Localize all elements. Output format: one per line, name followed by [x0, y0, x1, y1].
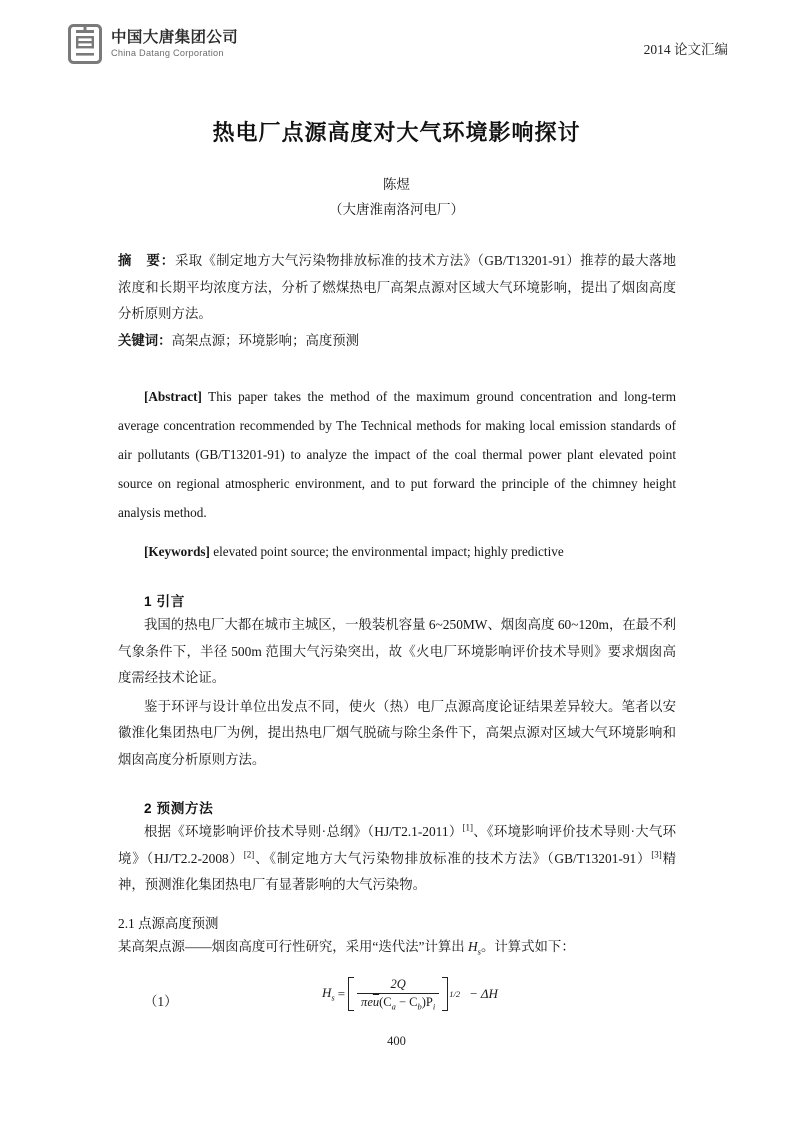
datang-logo [68, 24, 238, 64]
equation-den-i-sub: i [432, 1001, 436, 1012]
abstract-en [118, 382, 676, 527]
method-part-3: 、《制定地方大气污染物排放标准的技术方法》（GB/T13201-91） [254, 850, 652, 866]
equation-den-pi: π [361, 994, 368, 1009]
keywords-en-text: elevated point source; the environmental impact; highly predictive [209, 544, 564, 559]
author-name: 陈煜 [383, 177, 410, 192]
equation-den-u: $\overline{u}$ [372, 994, 380, 1009]
section-1-paragraph-2: 鉴于环评与设计单位出发点不同，使火（热）电厂点源高度论证结果差异较大。笔者以安徽淮化集团热电厂为例，提出热电厂烟气脱硫与除尘条件下，高架点源对区域大气环境影响和烟囱高度分析原则方法。 [118, 698, 676, 767]
abstract-cn [118, 248, 676, 328]
section-2-paragraph-1 [118, 819, 676, 899]
equation-den-minus: − C [395, 994, 418, 1009]
method-part-1: 根据《环境影响评价技术导则·总纲》（HJ/T2.1-2011） [144, 824, 463, 839]
page-number: 400 [387, 1034, 406, 1048]
abstract-cn-label: 摘 要： [118, 253, 175, 268]
keywords-en [118, 537, 676, 566]
subsection-text-after: 。计算式如下： [480, 938, 575, 954]
variable-hs-sub: s [477, 946, 481, 957]
keywords-en-label: [Keywords] [144, 544, 210, 559]
header-right-text: 2014 论文汇编 [643, 42, 728, 57]
section-heading-2: 2 预测方法 [144, 801, 214, 816]
equation-bracket [348, 977, 448, 1012]
author-affiliation: （大唐淮南洛河电厂） [329, 202, 464, 217]
abstract-en-text: This paper takes the method of the maximum ground concentration and long-term average concentration recommended by The Technical methods for making local emission standards of air pollutants (GB/T13201-91) to analyze the impact of the coal thermal power plant elevated point source on regional atmospheric environment, and to put forward the principle of the chimney height analysis method. [118, 389, 676, 520]
equation-denominator [357, 993, 439, 1012]
keywords-cn [118, 328, 676, 355]
equation-den-ca: (C [379, 994, 392, 1009]
equation-den-pi2: )P [421, 994, 433, 1009]
equation-number: （1） [144, 993, 178, 1009]
method-part-2: 、《环境影响评价技术导则·大气环境》（HJ/T2.2-2008） [118, 824, 676, 866]
page-header [68, 24, 728, 70]
section-heading-1: 1 引言 [144, 594, 185, 609]
equation-body [322, 977, 498, 1012]
abstract-cn-text: 采取《制定地方大气污染物排放标准的技术方法》（GB/T13201-91）推荐的最大落地浓度和长期平均浓度方法，分析了燃煤热电厂高架点源对区域大气环境影响，提出了烟囱高度分析原则方法。 [118, 253, 676, 321]
datang-tang-glyph-icon [68, 24, 102, 64]
equation-equals: = [337, 985, 346, 1001]
equation-exponent: 1/2 [449, 988, 461, 999]
reference-marker-2: [2] [243, 849, 255, 860]
keywords-cn-text: 高架点源；环境影响；高度预测 [171, 332, 360, 348]
subsection-heading-2-1: 2.1 点源高度预测 [118, 915, 219, 931]
equation-den-b-sub: b [417, 1001, 422, 1012]
page-title: 热电厂点源高度对大气环境影响探讨 [212, 120, 581, 145]
subsection-text-before: 某高架点源——烟囱高度可行性研究，采用“迭代法”计算出 [118, 938, 468, 954]
subsection-2-1-paragraph [118, 934, 676, 965]
body-column [118, 248, 676, 1033]
method-part-4: 精神，预测淮化集团热电厂有显著影响的大气污染物。 [118, 850, 676, 892]
equation-den-e: e [367, 994, 373, 1009]
equation-numerator: 2Q [390, 976, 406, 991]
equation-row [118, 977, 676, 1033]
reference-marker-1: [1] [462, 822, 474, 833]
variable-hs-base: H [468, 938, 478, 954]
reference-marker-3: [3] [651, 849, 662, 860]
equation-lhs-sub: s [331, 992, 335, 1003]
brand-name-en: China Datang Corporation [111, 47, 224, 58]
equation-lhs [322, 985, 335, 1003]
brand-text [111, 30, 238, 58]
equation-fraction [357, 977, 439, 1012]
abstract-en-label: [Abstract] [144, 389, 202, 404]
equation-den-a-sub: a [391, 1001, 396, 1012]
brand-name-cn: 中国大唐集团公司 [111, 29, 239, 47]
variable-hs [468, 938, 481, 957]
keywords-cn-label: 关键词： [118, 332, 172, 348]
equation-lhs-base: H [322, 985, 332, 1001]
equation-tail: − ΔH [469, 985, 498, 1001]
section-1-paragraph-1: 我国的热电厂大都在城市主城区，一般装机容量 6~250MW、烟囱高度 60~120m，在最不利气象条件下，半径 500m 范围大气污染突出，故《火电厂环境影响评价技术导则》要求烟囱高度需经技术论证。 [118, 617, 676, 685]
